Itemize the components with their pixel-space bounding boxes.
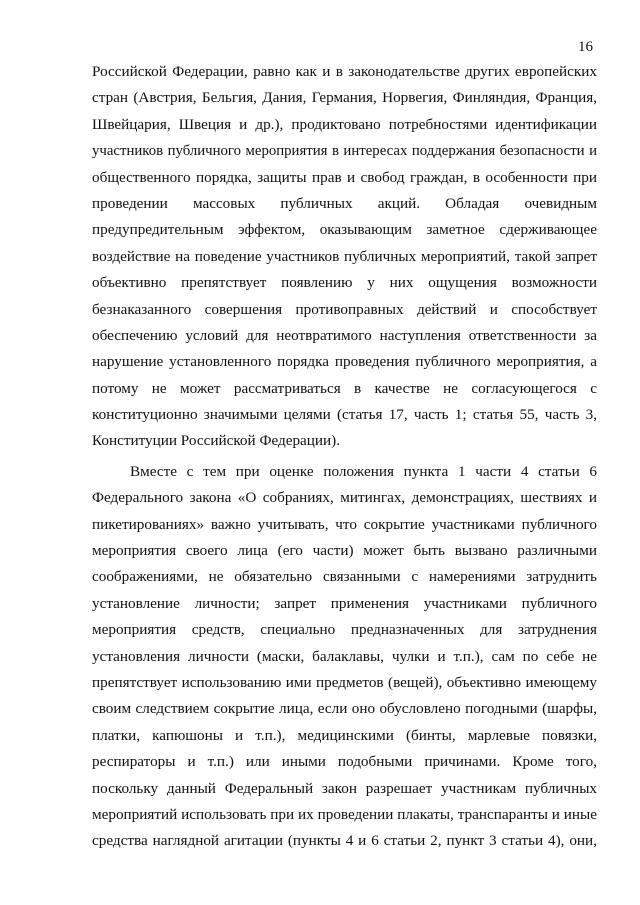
text-line: респираторы и т.п.) или иными подобными причинами. Кроме того, [92,753,597,771]
text-line: Швейцария, Швеция и др.), продиктовано потребностями идентификации [92,115,597,133]
text-line: безнаказанного совершения противоправных действий и способствует [92,300,597,318]
text-line: мероприятия своего лица (его части) может быть вызвано различными [92,542,597,560]
text-line: Вместе с тем при оценке положения пункта 1 части 4 статьи 6 [130,462,597,480]
text-line: Федерального закона «О собраниях, митингах, демонстрациях, шествиях и [92,489,597,507]
text-line: поскольку данный Федеральный закон разрешает участникам публичных [92,779,597,797]
text-line: воздействие на поведение участников публичных мероприятий, такой запрет [92,247,597,265]
paragraph-1 [92,59,597,455]
text-line: установление личности; запрет применения участниками публичного [92,594,597,612]
text-line: мероприятия средств, специально предназначенных для затруднения [92,621,597,639]
text-line: Российской Федерации, равно как и в законодательстве других европейских [92,63,597,80]
paragraph-2 [92,459,597,855]
document-body [92,59,597,855]
text-line: общественного порядка, защиты прав и свобод граждан, в особенности при [92,168,597,186]
text-line: потому не может рассматриваться в качестве не согласующегося с [92,379,597,397]
text-line: стран (Австрия, Бельгия, Дания, Германия, Норвегия, Финляндия, Франция, [92,89,597,107]
text-line: Конституции Российской Федерации). [92,432,341,450]
text-line: пикетированиях» важно учитывать, что сокрытие участниками публичного [92,515,597,533]
text-line: нарушение установленного порядка проведения публичного мероприятия, а [92,353,597,371]
text-line: конституционно значимыми целями (статья 17, часть 1; статья 55, часть 3, [92,406,597,424]
text-line: средства наглядной агитации (пункты 4 и 6 статьи 2, пункт 3 статьи 4), они, [92,832,597,850]
text-line: соображениями, не обязательно связанными с намерениями затруднить [92,568,597,586]
page-number: 16 [578,39,593,55]
text-line: обеспечению условий для неотвратимого наступления ответственности за [92,326,597,344]
text-line: объективно препятствует появлению у них ощущения возможности [92,274,597,292]
text-line: предупредительным эффектом, оказывающим заметное сдерживающее [92,221,597,239]
text-line: препятствует использованию ими предметов (вещей), объективно имеющему [92,673,597,691]
text-line: платки, капюшоны и т.п.), медицинскими (бинты, марлевые повязки, [92,726,597,744]
text-line: проведении массовых публичных акций. Обладая очевидным [92,194,597,212]
text-line: установления личности (маски, балаклавы, чулки и т.п.), сам по себе не [92,647,597,665]
text-line: своим следствием сокрытие лица, если оно обусловлено погодными (шарфы, [92,700,597,718]
text-line: участников публичного мероприятия в интересах поддержания безопасности и [92,143,597,160]
text-line: мероприятий использовать при их проведении плакаты, транспаранты и иные [92,805,597,823]
